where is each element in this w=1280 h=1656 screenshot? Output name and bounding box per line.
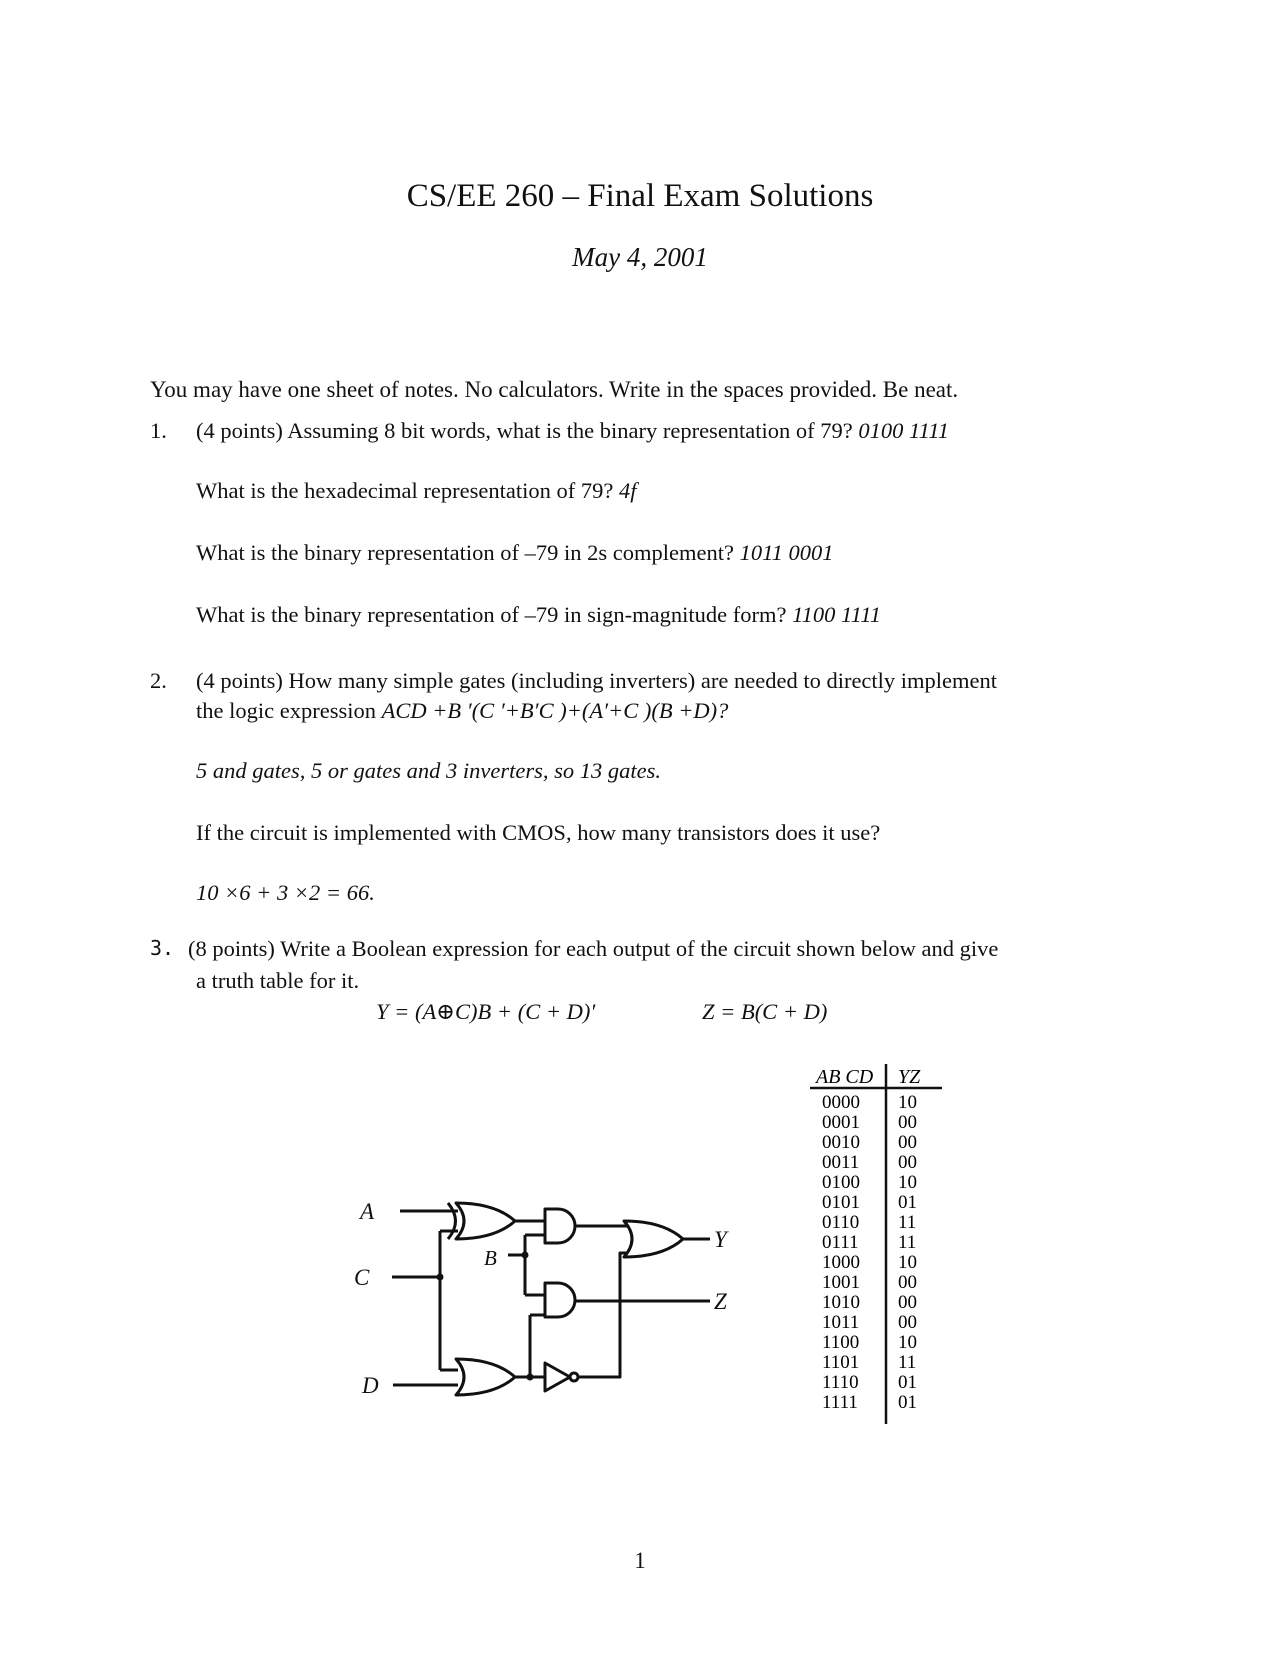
q1-hex-prompt: What is the hexadecimal representation of 79?	[196, 478, 614, 503]
truth-table-input-cell: 0101	[822, 1192, 860, 1213]
truth-table-output-cell: 01	[898, 1392, 917, 1413]
and-gate-y	[545, 1209, 575, 1243]
truth-table-output-cell: 10	[898, 1092, 917, 1113]
q1-sm-line	[196, 602, 881, 628]
label-y: Y	[714, 1227, 727, 1252]
q1-twos-prompt: What is the binary representation of –79 in 2s complement?	[196, 540, 734, 565]
truth-table-input-cell: 1100	[822, 1332, 860, 1353]
truth-table	[810, 1064, 960, 1434]
truth-table-input-cell: 1000	[822, 1252, 860, 1273]
q1-prompt-line	[196, 418, 949, 444]
truth-table-input-cell: 1101	[822, 1352, 860, 1373]
truth-table-input-cell: 1110	[822, 1372, 859, 1393]
instructions: You may have one sheet of notes. No calculators. Write in the spaces provided. Be neat.	[150, 377, 959, 402]
truth-table-input-cell: 1001	[822, 1272, 860, 1293]
q1-answer: 0100 1111	[858, 418, 950, 443]
truth-table-input-cell: 0110	[822, 1212, 860, 1233]
label-a: A	[360, 1199, 375, 1224]
q1-number: 1.	[150, 418, 167, 443]
or-gate-final	[624, 1221, 683, 1257]
truth-table-output-cell: 10	[898, 1332, 917, 1353]
truth-table-output-cell: 10	[898, 1172, 917, 1193]
truth-table-output-cell: 00	[898, 1112, 917, 1133]
truth-table-output-cell: 10	[898, 1252, 917, 1273]
junction-b	[522, 1252, 529, 1259]
truth-table-output-cell: 11	[898, 1212, 917, 1233]
truth-table-input-cell: 0001	[822, 1112, 860, 1133]
q1-hex-line	[196, 478, 636, 504]
junction-or	[527, 1374, 534, 1381]
wire-inv-out	[578, 1253, 628, 1377]
q2-line2	[196, 698, 728, 724]
truth-table-output-cell: 00	[898, 1312, 917, 1333]
page-number: 1	[634, 1548, 646, 1573]
q1-hex-answer: 4f	[618, 478, 637, 503]
q1-twos-answer: 1011 0001	[739, 540, 834, 565]
junction-c	[437, 1274, 444, 1281]
truth-table-input-cell: 1111	[822, 1392, 858, 1413]
truth-table-output-cell: 00	[898, 1132, 917, 1153]
q2-line1: (4 points) How many simple gates (including inverters) are needed to directly implement	[196, 668, 998, 693]
logic-circuit-diagram	[354, 1195, 780, 1435]
page-title: CS/EE 260 – Final Exam Solutions	[406, 178, 874, 214]
q3-line1: (8 points) Write a Boolean expression for each output of the circuit shown below and give	[188, 936, 999, 961]
q2-expression: ACD +B ′(C ′+B′C )+(A′+C )(B +D)?	[381, 698, 729, 723]
q2-number: 2.	[150, 668, 167, 693]
truth-table-output-cell: 01	[898, 1192, 917, 1213]
truth-table-output-cell: 11	[898, 1232, 917, 1253]
xor-back-curve	[448, 1203, 456, 1239]
or-gate-cd	[456, 1359, 515, 1395]
xor-gate	[456, 1203, 515, 1239]
q1-sm-answer: 1100 1111	[792, 602, 882, 627]
truth-table-input-cell: 1011	[822, 1312, 860, 1333]
truth-table-output-cell: 00	[898, 1292, 917, 1313]
q2-cmos-prompt: If the circuit is implemented with CMOS, how many transistors does it use?	[196, 820, 881, 845]
truth-table-input-cell: 0000	[822, 1092, 860, 1113]
q2-line2-prefix: the logic expression	[196, 698, 376, 723]
q3-number: 3.	[150, 936, 175, 960]
q3-z-expression: Z = B(C + D)	[702, 999, 828, 1024]
truth-table-input-cell: 0011	[822, 1152, 860, 1173]
label-d: D	[362, 1373, 379, 1398]
q3-line2: a truth table for it.	[196, 968, 360, 993]
q2-answer1: 5 and gates, 5 or gates and 3 inverters, so 13 gates.	[196, 758, 661, 783]
truth-table-input-cell: 0111	[822, 1232, 859, 1253]
truth-table-output-cell: 01	[898, 1372, 917, 1393]
exam-date: May 4, 2001	[572, 242, 708, 272]
q1-sm-prompt: What is the binary representation of –79 in sign-magnitude form?	[196, 602, 787, 627]
label-z: Z	[714, 1289, 727, 1314]
truth-table-input-cell: 0010	[822, 1132, 860, 1153]
truth-table-header-inputs: AB CD	[816, 1066, 874, 1088]
truth-table-output-cell: 00	[898, 1152, 917, 1173]
q1-twos-line	[196, 540, 834, 566]
q2-answer2: 10 ×6 + 3 ×2 = 66.	[196, 880, 375, 905]
truth-table-output-cell: 11	[898, 1352, 917, 1373]
q1-prompt: (4 points) Assuming 8 bit words, what is the binary representation of 79?	[196, 418, 853, 443]
truth-table-input-cell: 0100	[822, 1172, 860, 1193]
and-gate-z	[545, 1283, 575, 1317]
inverter-gate	[545, 1363, 570, 1391]
truth-table-output-cell: 00	[898, 1272, 917, 1293]
truth-table-header-outputs: YZ	[898, 1066, 921, 1088]
truth-table-input-cell: 1010	[822, 1292, 860, 1313]
q3-y-expression: Y = (A⊕C)B + (C + D)′	[376, 999, 596, 1024]
inverter-bubble	[570, 1373, 578, 1381]
label-c: C	[354, 1265, 370, 1290]
label-b: B	[484, 1246, 497, 1270]
